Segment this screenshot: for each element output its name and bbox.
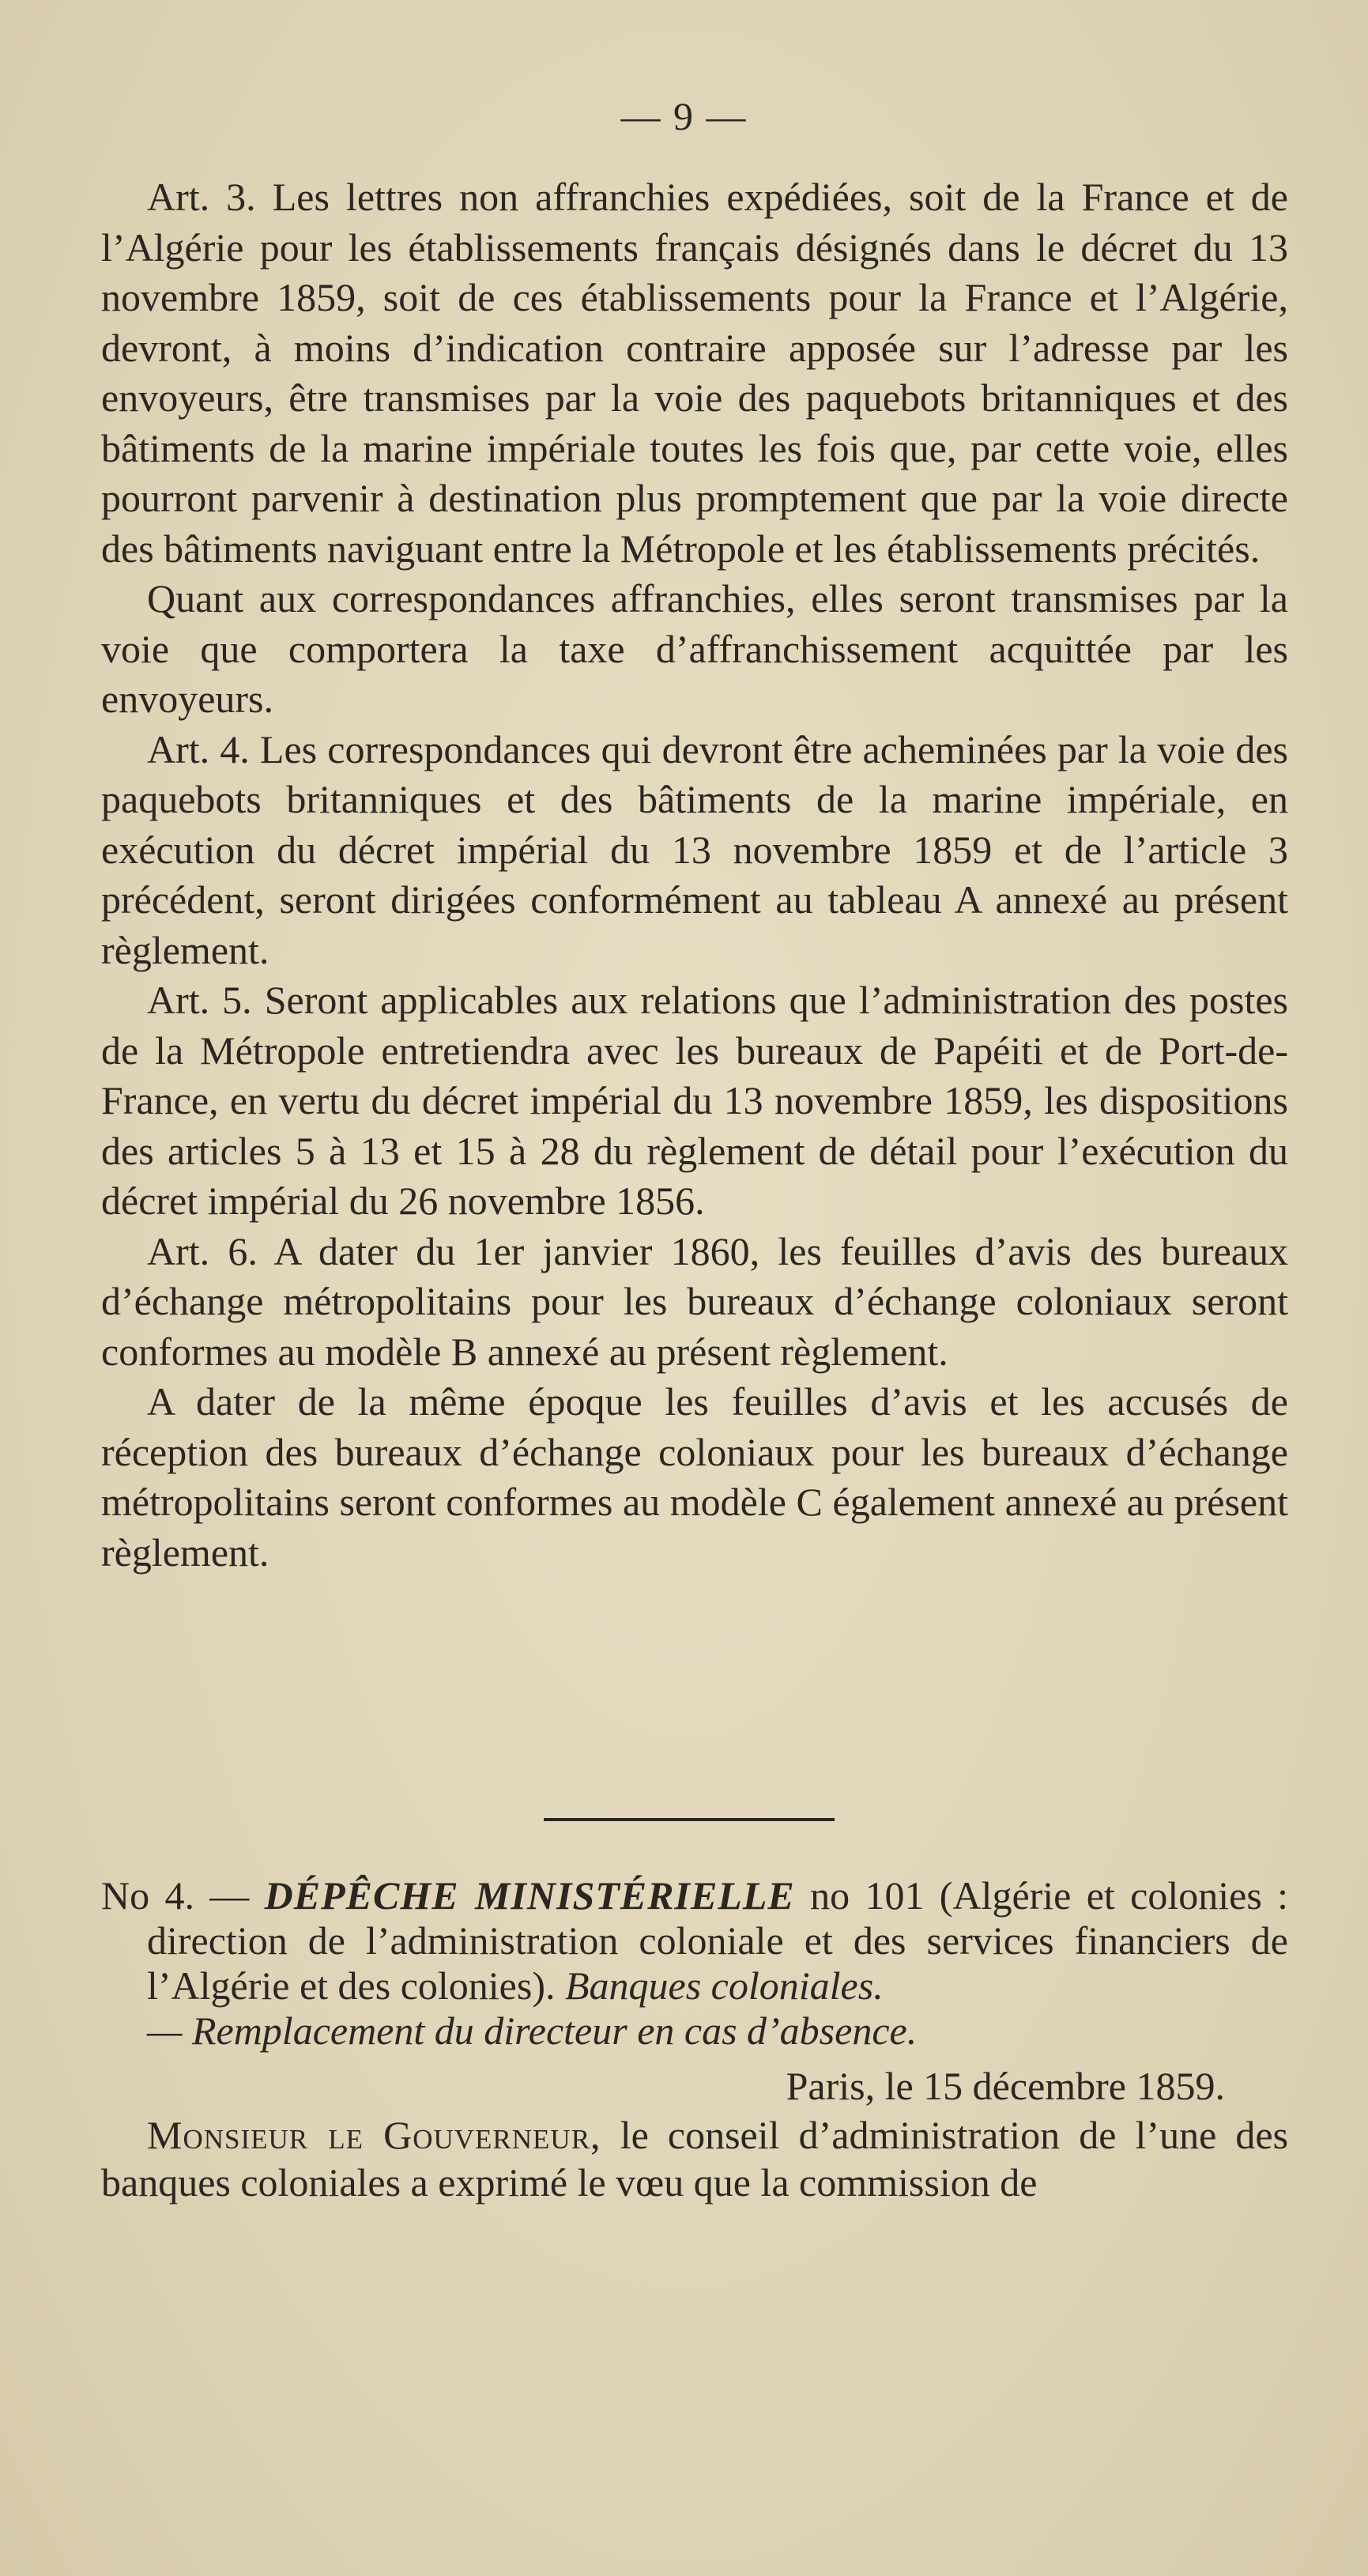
- article-4-paragraph: Art. 4. Les correspondances qui devront être acheminées par la voie des paquebots britanniques et des bâtiments de la marine impériale, en exécution du décret impérial du 13 novembre 1859 et de l’article 3 précédent, seront dirigées conformément au tableau A annexé au présent règlement.: [101, 726, 1288, 972]
- dispatch-title: DÉPÊCHE MINISTÉRIELLE: [264, 1873, 795, 1918]
- article-6-paragraph: Art. 6. A dater du 1er janvier 1860, les feuilles d’avis des bureaux d’échange métropolitains pour les bureaux d’échange coloniaux seront conformes au modèle B annexé au présent règlement.: [101, 1228, 1288, 1374]
- article-3-paragraph: Art. 3. Les lettres non affranchies expédiées, soit de la France et de l’Algérie pour les établissements français désignés dans le décret du 13 novembre 1859, soit de ces établissements pour la France et l’Algérie, devront, à moins d’indication contraire apposée sur l’adresse par les envoyeurs, être transmises par la voie des paquebots britanniques et des bâtiments de la marine impériale toutes les fois que, par cette voie, elles pourront parvenir à destination plus promptement que par la voie directe des bâtiments naviguant entre la Métropole et les établissements précités.: [101, 175, 1288, 571]
- dispatch-salutation: Monsieur le Gouverneur,: [147, 2113, 601, 2157]
- affranchies-paragraph: Quant aux correspondances affranchies, elles seront transmises par la voie que comportera la taxe d’affranchissement acquittée par les envoyeurs.: [101, 576, 1288, 721]
- dispatch-subject-1: Banques coloniales.: [564, 1963, 884, 2008]
- section-divider: [544, 1818, 835, 1821]
- dispatch-opening-text: le conseil d’administration de l’une des banques coloniales a exprimé le vœu que la commission de: [101, 2113, 1289, 2204]
- regulation-articles: [101, 172, 1288, 1578]
- dispatch-heading: [101, 1873, 1288, 2054]
- dispatch-heading-rest: no 101 (Algérie et colonies : direction de l’administration coloniale et des services financiers de l’Algérie et des colonies).: [147, 1873, 1289, 2008]
- article-5-paragraph: Art. 5. Seront applicables aux relations que l’administration des postes de la Métropole entretiendra avec les bureaux de Papéiti et de Port-de-France, en vertu du décret impérial du 13 novembre 1859, les dispositions des articles 5 à 13 et 15 à 28 du règlement de détail pour l’exécution du décret impérial du 26 novembre 1856.: [101, 978, 1288, 1223]
- dispatch-number: No 4. —: [101, 1873, 250, 1918]
- page-number: — 9 —: [620, 94, 748, 138]
- dispatch-opening-paragraph: [101, 2111, 1288, 2206]
- article-6-continuation-paragraph: A dater de la même époque les feuilles d’avis et les accusés de réception des bureaux d’échange coloniaux pour les bureaux d’échange métropolitains seront conformes au modèle C également annexé au présent règlement.: [101, 1379, 1288, 1575]
- dispatch-subject-2: — Remplacement du directeur en cas d’absence.: [147, 2008, 918, 2053]
- dispatch-dateline: Paris, le 15 décembre 1859.: [786, 2064, 1225, 2108]
- dispatch-section: [101, 1873, 1288, 2206]
